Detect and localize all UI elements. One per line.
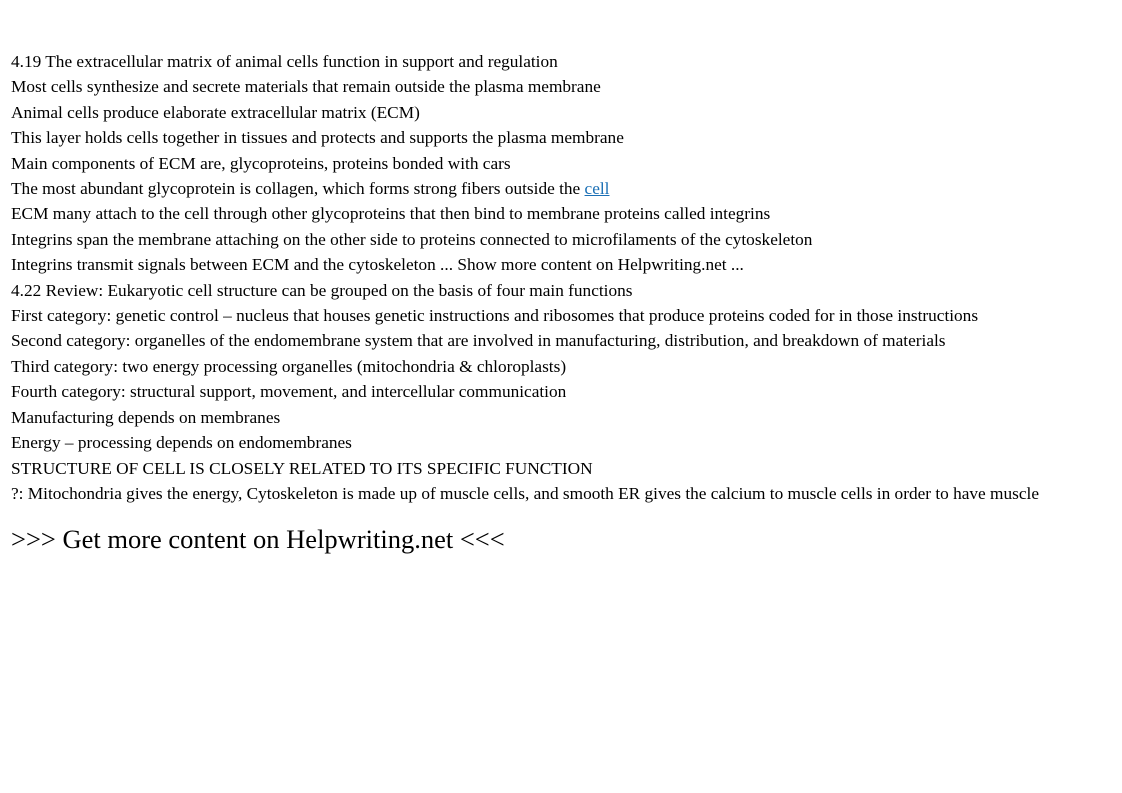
text-line: Fourth category: structural support, movement, and intercellular communication <box>11 382 567 402</box>
document-body <box>11 49 1096 554</box>
text-line: Integrins span the membrane attaching on the other side to proteins connected to microfilaments of the cytoskeleton <box>11 229 813 249</box>
text-line: ECM many attach to the cell through other glycoproteins that then bind to membrane proteins called integrins <box>11 204 771 224</box>
text-line-with-link <box>11 176 1096 201</box>
text-line: STRUCTURE OF CELL IS CLOSELY RELATED TO ITS SPECIFIC FUNCTION <box>11 458 593 478</box>
text-line: Integrins transmit signals between ECM and the cytoskeleton ... Show more content on Helpwriting.net ... <box>11 255 744 275</box>
text-line: Main components of ECM are, glycoproteins, proteins bonded with cars <box>11 153 511 173</box>
text-line: Most cells synthesize and secrete materials that remain outside the plasma membrane <box>11 77 601 97</box>
get-more-content-link[interactable]: >>> Get more content on Helpwriting.net <<< <box>11 524 505 555</box>
text-line: ?: Mitochondria gives the energy, Cytoskeleton is made up of muscle cells, and smooth ER gives the calcium to muscle cells in order to have muscle <box>11 483 1039 503</box>
text-line: Second category: organelles of the endomembrane system that are involved in manufacturing, distribution, and breakdown of materials <box>11 331 946 351</box>
text-line: 4.22 Review: Eukaryotic cell structure can be grouped on the basis of four main functions <box>11 280 633 300</box>
text-line: 4.19 The extracellular matrix of animal cells function in support and regulation <box>11 52 558 71</box>
text-line: Manufacturing depends on membranes <box>11 407 281 427</box>
text-line: Energy – processing depends on endomembranes <box>11 433 352 453</box>
text-line: First category: genetic control – nucleus that houses genetic instructions and ribosomes that produce proteins coded for in those instructions <box>11 306 979 326</box>
cell-link[interactable]: cell <box>584 179 610 199</box>
text-line: Animal cells produce elaborate extracellular matrix (ECM) <box>11 102 420 122</box>
text-line: Third category: two energy processing organelles (mitochondria & chloroplasts) <box>11 356 567 376</box>
text-line: This layer holds cells together in tissues and protects and supports the plasma membrane <box>11 128 624 148</box>
text-line-prefix: The most abundant glycoprotein is collagen, which forms strong fibers outside the <box>11 179 585 199</box>
